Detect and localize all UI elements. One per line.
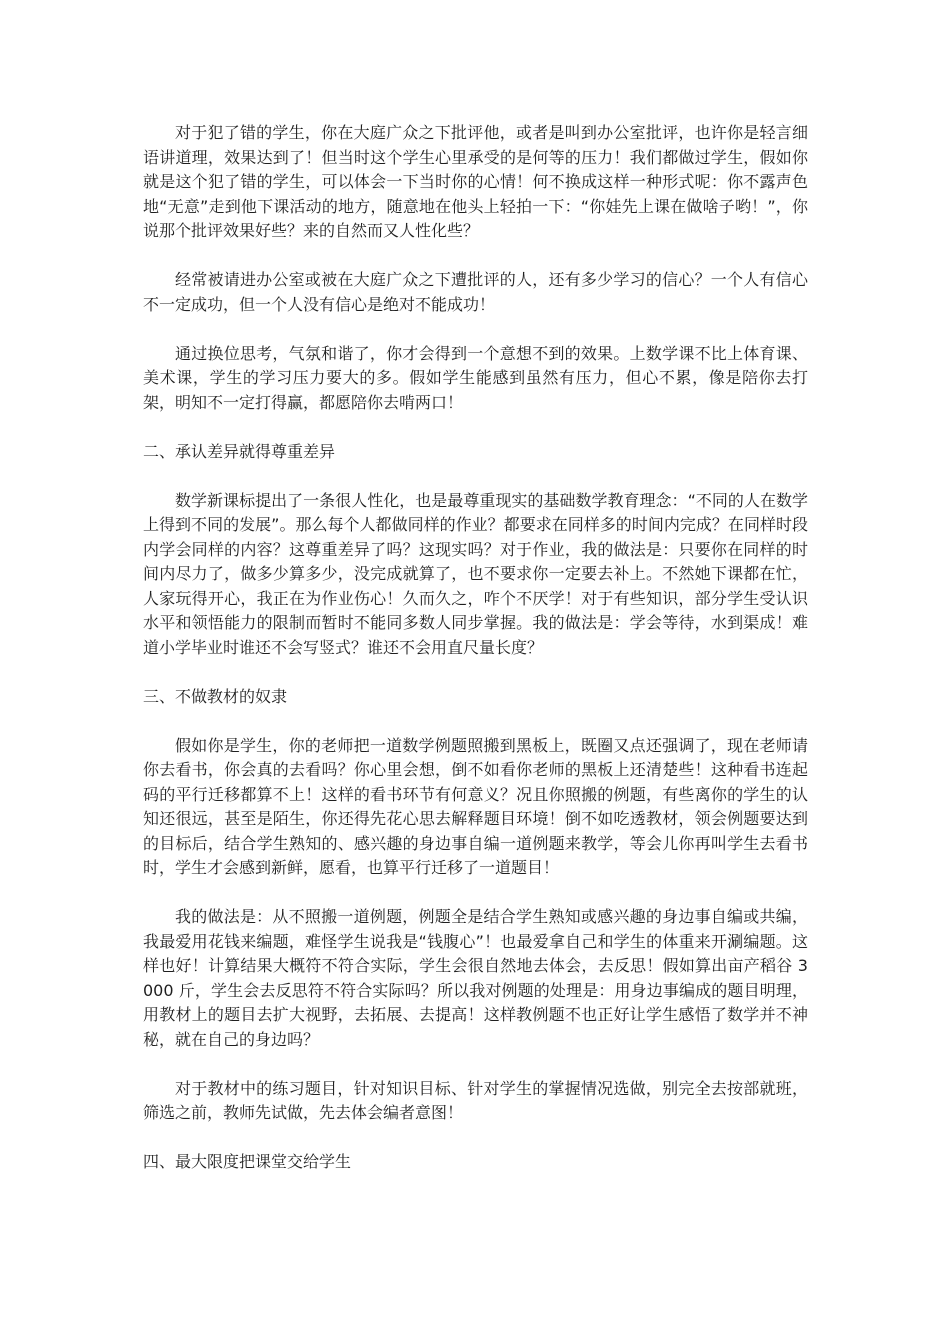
paragraph-confidence: 经常被请进办公室或被在大庭广众之下遭批评的人，还有多少学习的信心？一个人有信心不一定成功，但一个人没有信心是绝对不能成功！ xyxy=(143,270,808,314)
paragraph-criticism: 对于犯了错的学生，你在大庭广众之下批评他，或者是叫到办公室批评，也许你是轻言细语讲道理，效果达到了！但当时这个学生心里承受的是何等的压力！我们都做过学生，假如你就是这个犯了错的学生，可以体会一下当时你的心情！何不换成这样一种形式呢：你不露声色地“无意”走到他下课活动的地方，随意地在他头上轻拍一下：“你娃先上课在做啥子哟！”，你说那个批评效果好些？来的自然而又人性化些？ xyxy=(143,123,808,240)
paragraph-textbook: 假如你是学生，你的老师把一道数学例题照搬到黑板上，既圈又点还强调了，现在老师请你去看书，你会真的去看吗？你心里会想，倒不如看你老师的黑板上还清楚些！这种看书连起码的平行迁移都算不上！这样的看书环节有何意义？况且你照搬的例题，有些离你的学生的认知还很远，甚至是陌生，你还得先花心思去解释题目环境！倒不如吃透教材，领会例题要达到的目标后，结合学生熟知的、感兴趣的身边事自编一道例题来教学，等会儿你再叫学生去看书时，学生才会感到新鲜，愿看，也算平行迁移了一道题目！ xyxy=(143,735,808,877)
section-heading-2: 二、承认差异就得尊重差异 xyxy=(143,441,336,461)
paragraph-empathy: 通过换位思考，气氛和谐了，你才会得到一个意想不到的效果。上数学课不比上体育课、美术课，学生的学习压力要大的多。假如学生能感到虽然有压力，但心不累，像是陪你去打架，明知不一定打得赢，都愿陪你去啃两口！ xyxy=(143,343,808,412)
paragraph-exercises: 对于教材中的练习题目，针对知识目标、针对学生的掌握情况选做，别完全去按部就班，筛选之前，教师先试做，先去体会编者意图！ xyxy=(143,1078,808,1122)
document-body xyxy=(143,121,808,1199)
paragraph-examples: 我的做法是：从不照搬一道例题，例题全是结合学生熟知或感兴趣的身边事自编或共编，我最爱用花钱来编题，难怪学生说我是“钱腹心”！也最爱拿自己和学生的体重来开涮编题。这样也好！计算结果大概符不符合实际，学生会很自然地去体会，去反思！假如算出亩产稻谷 3000 斤，学生会去反思符不符合实际吗？所以我对例题的处理是：用身边事编成的题目明理，用教材上的题目去扩大视野，去拓展、去提高！这样教例题不也正好让学生感悟了数学并不神秘，就在自己的身边吗？ xyxy=(143,907,808,1049)
section-heading-3: 三、不做教材的奴隶 xyxy=(143,686,288,706)
paragraph-differences: 数学新课标提出了一条很人性化，也是最尊重现实的基础数学教育理念：“不同的人在数学上得到不同的发展”。那么每个人都做同样的作业？都要求在同样多的时间内完成？在同样时段内学会同样的内容？这尊重差异了吗？这现实吗？对于作业，我的做法是：只要你在同样的时间内尽力了，做多少算多少，没完成就算了，也不要求你一定要去补上。不然她下课都在忙，人家玩得开心，我正在为作业伤心！久而久之，咋个不厌学！对于有些知识，部分学生受认识水平和领悟能力的限制而暂时不能同多数人同步掌握。我的做法是：学会等待，水到渠成！难道小学毕业时谁还不会写竖式？谁还不会用直尺量长度？ xyxy=(143,490,808,657)
section-heading-4: 四、最大限度把课堂交给学生 xyxy=(143,1152,352,1171)
